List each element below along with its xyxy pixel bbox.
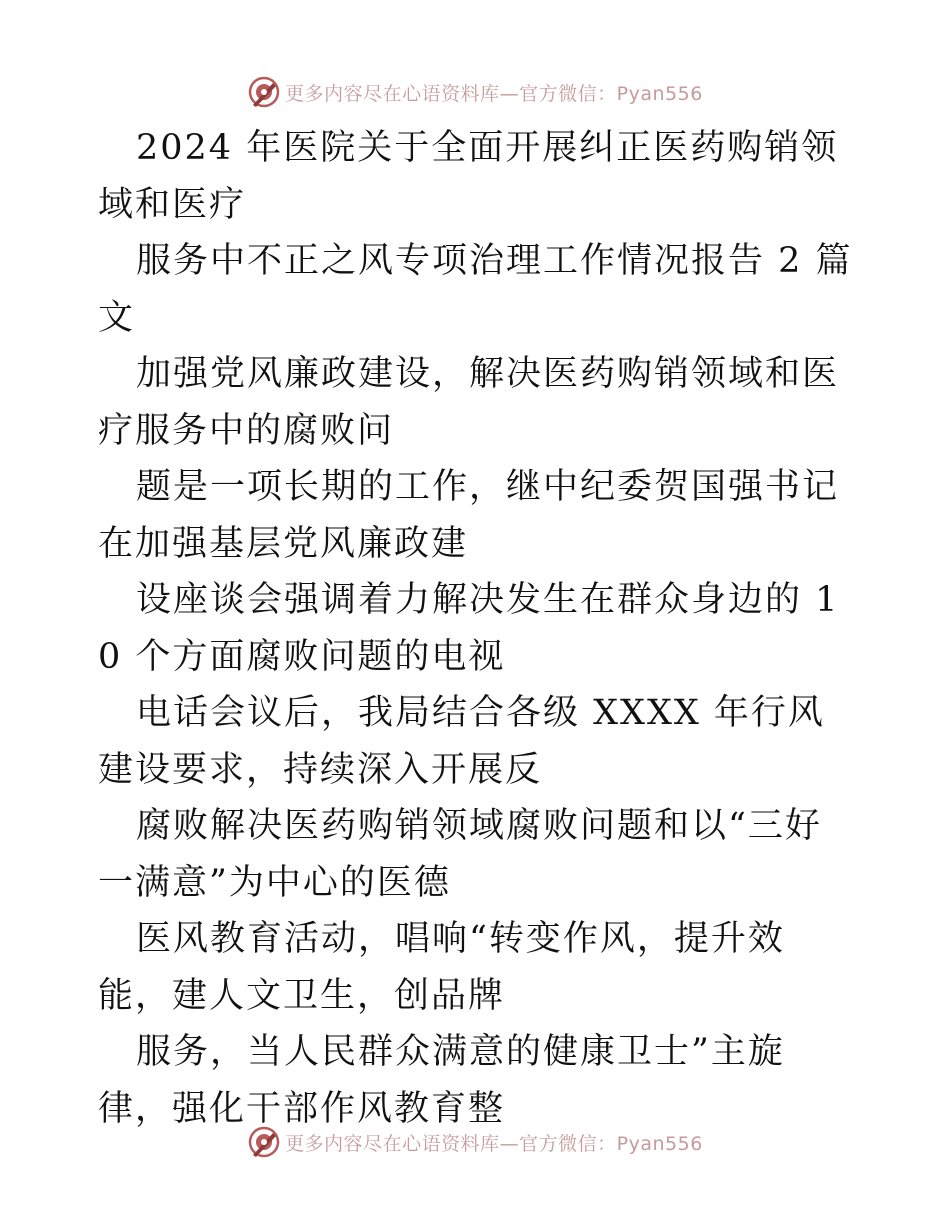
header-watermark — [0, 72, 950, 112]
paragraph: 服务中不正之风专项治理工作情况报告 2 篇文 — [98, 241, 853, 338]
document-body — [98, 120, 858, 1137]
paragraph: 电话会议后，我局结合各级 XXXX 年行风建设要求，持续深入开展反 — [98, 693, 825, 790]
paragraph: 设座谈会强调着力解决发生在群众身边的 10 个方面腐败问题的电视 — [98, 580, 840, 677]
paragraph: 腐败解决医药购销领域腐败问题和以“三好一满意”为中心的医德 — [98, 806, 822, 903]
watermark-text: 更多内容尽在心语资料库—官方微信：Pyan556 — [285, 82, 703, 105]
pen-logo-icon — [247, 1125, 281, 1159]
watermark-text: 更多内容尽在心语资料库—官方微信：Pyan556 — [285, 1132, 703, 1155]
footer-watermark — [0, 1122, 950, 1162]
paragraph: 服务，当人民群众满意的健康卫士”主旋律，强化干部作风教育整 — [98, 1032, 785, 1129]
paragraph: 加强党风廉政建设，解决医药购销领域和医疗服务中的腐败问 — [98, 354, 840, 451]
paragraph: 2024 年医院关于全面开展纠正医药购销领域和医疗 — [98, 128, 839, 225]
paragraph: 医风教育活动，唱响“转变作风，提升效能，建人文卫生，创品牌 — [98, 919, 785, 1016]
pen-logo-icon — [247, 75, 281, 109]
paragraph: 题是一项长期的工作，继中纪委贺国强书记在加强基层党风廉政建 — [98, 467, 840, 564]
